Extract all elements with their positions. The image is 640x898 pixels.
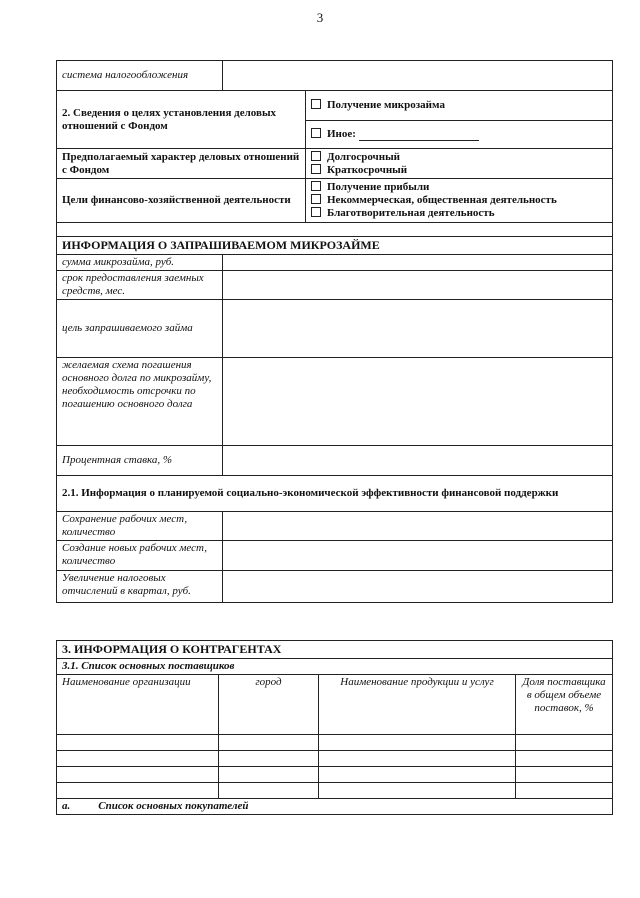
loan-term-value[interactable] — [223, 271, 613, 300]
option-profit[interactable]: Получение прибыли — [311, 181, 607, 194]
purpose-option-other[interactable]: Иное: — [306, 121, 613, 149]
tax-system-label: система налогообложения — [57, 61, 223, 91]
financial-goals-label: Цели финансово-хозяйственной деятельности — [57, 179, 306, 223]
loan-purpose-value[interactable] — [223, 300, 613, 358]
page-number: 3 — [316, 10, 324, 25]
loan-term-label: срок предоставления заемных средств, мес. — [57, 271, 223, 300]
interest-rate-value[interactable] — [223, 446, 613, 476]
financial-goals-options — [306, 179, 613, 223]
table-row — [57, 767, 613, 783]
option-short-term[interactable]: Краткосрочный — [311, 164, 607, 177]
jobs-saved-label: Сохранение рабочих мест, количество — [57, 512, 223, 541]
purpose-option-loan[interactable]: Получение микрозайма — [306, 91, 613, 121]
suppliers-heading: 3.1. Список основных поставщиков — [57, 659, 613, 675]
checkbox-icon[interactable] — [311, 194, 321, 204]
loan-amount-label: сумма микрозайма, руб. — [57, 255, 223, 271]
tax-increase-value[interactable] — [223, 571, 613, 603]
purpose-label: 2. Сведения о целях установления деловых отношений с Фондом — [57, 91, 306, 149]
relationship-nature-label: Предполагаемый характер деловых отношений с Фондом — [57, 149, 306, 179]
table-row — [57, 751, 613, 767]
column-header-organization: Наименование организации — [57, 675, 219, 735]
other-input-line[interactable] — [359, 130, 479, 141]
column-header-products: Наименование продукции и услуг — [319, 675, 516, 735]
relationship-nature-options — [306, 149, 613, 179]
checkbox-icon[interactable] — [311, 164, 321, 174]
repayment-scheme-label: желаемая схема погашения основного долга по микрозайму, необходимость отсрочки по погашению основного долга — [57, 358, 223, 446]
option-long-term[interactable]: Долгосрочный — [311, 151, 607, 164]
checkbox-icon[interactable] — [311, 151, 321, 161]
contractors-table — [56, 640, 613, 815]
contractors-heading: 3. ИНФОРМАЦИЯ О КОНТРАГЕНТАХ — [57, 641, 613, 659]
option-charity[interactable]: Благотворительная деятельность — [311, 207, 607, 220]
jobs-saved-value[interactable] — [223, 512, 613, 541]
option-nonprofit[interactable]: Некоммерческая, общественная деятельность — [311, 194, 607, 207]
table-row — [57, 735, 613, 751]
loan-amount-value[interactable] — [223, 255, 613, 271]
jobs-created-value[interactable] — [223, 541, 613, 571]
column-header-share: Доля поставщика в общем объеме поставок, % — [516, 675, 613, 735]
repayment-scheme-value[interactable] — [223, 358, 613, 446]
efficiency-heading: 2.1. Информация о планируемой социально-экономической эффективности финансовой поддержки — [57, 476, 613, 512]
tax-system-value[interactable] — [223, 61, 613, 91]
spacer-row — [57, 223, 613, 237]
loan-purpose-label: цель запрашиваемого займа — [57, 300, 223, 358]
application-form-table — [56, 60, 613, 603]
interest-rate-label: Процентная ставка, % — [57, 446, 223, 476]
table-row — [57, 783, 613, 799]
checkbox-icon[interactable] — [311, 207, 321, 217]
column-header-city: город — [219, 675, 319, 735]
checkbox-icon[interactable] — [311, 128, 321, 138]
checkbox-icon[interactable] — [311, 99, 321, 109]
buyers-heading: a. Список основных покупателей — [57, 799, 613, 815]
tax-increase-label: Увеличение налоговых отчислений в квартал, руб. — [57, 571, 223, 603]
checkbox-icon[interactable] — [311, 181, 321, 191]
loan-info-heading: ИНФОРМАЦИЯ О ЗАПРАШИВАЕМОМ МИКРОЗАЙМЕ — [57, 237, 613, 255]
jobs-created-label: Создание новых рабочих мест, количество — [57, 541, 223, 571]
